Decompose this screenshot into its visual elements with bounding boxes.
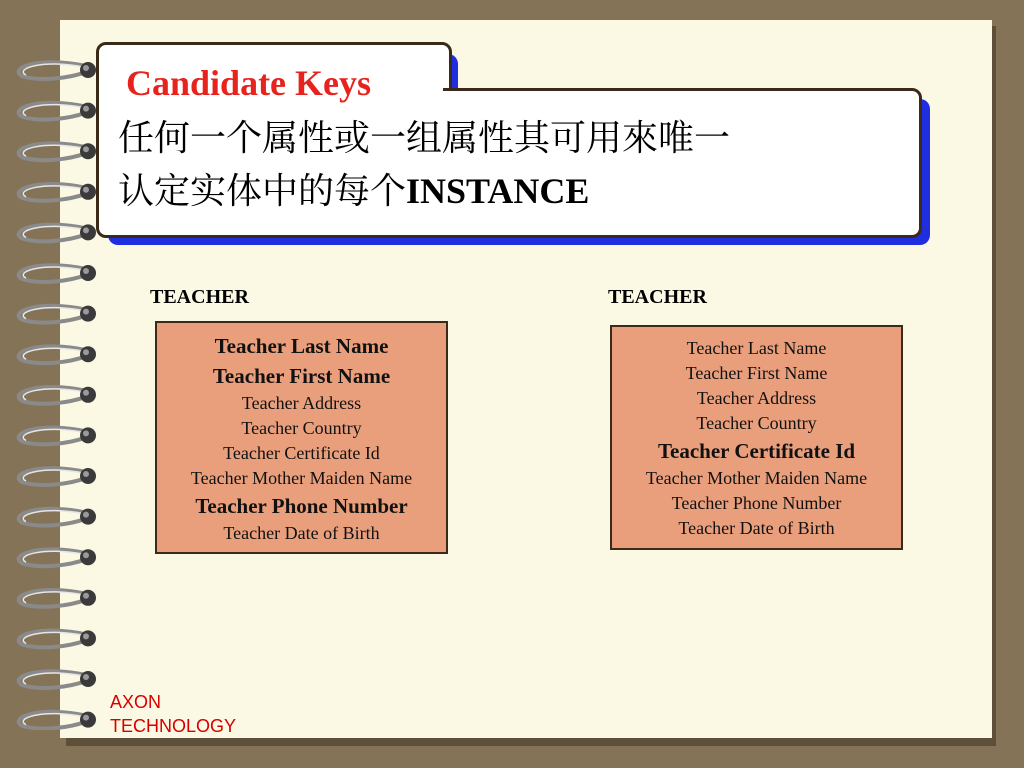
definition-text [118,112,730,218]
spiral-ring-icon [19,62,96,79]
spiral-ring-icon [19,184,96,201]
attribute: Teacher Date of Birth [223,523,380,543]
key-attribute: Teacher Last Name [214,334,389,358]
attribute-list-left [157,331,446,546]
attribute: Teacher Address [696,388,817,408]
footer-line-1: AXON [110,692,162,712]
slide-title: Candidate Keys [126,63,372,103]
definition-line-2-latin: INSTANCE [406,171,590,211]
definition-line-2-cjk: 认定实体中的每个 [118,171,407,212]
attribute: Teacher Phone Number [671,493,842,513]
spiral-ring-icon [19,306,96,323]
entity-box-left [155,321,448,554]
spiral-ring-icon [19,103,96,120]
attribute: Teacher Address [241,393,362,413]
attribute: Teacher Certificate Id [223,443,380,463]
spiral-ring-icon [19,427,96,444]
entity-label-right: TEACHER [608,286,707,308]
spiral-binding [0,30,110,730]
attribute: Teacher Last Name [686,338,827,358]
entity-label-left: TEACHER [150,286,249,308]
attribute: Teacher Date of Birth [678,518,835,538]
key-attribute: Teacher Certificate Id [657,439,856,463]
entity-box-right [610,325,903,550]
spiral-ring-icon [19,387,96,404]
attribute: Teacher Mother Maiden Name [645,468,868,488]
attribute: Teacher First Name [685,363,828,383]
attribute: Teacher Mother Maiden Name [190,468,413,488]
spiral-ring-icon [19,346,96,363]
key-attribute: Teacher First Name [212,364,391,388]
spiral-ring-icon [19,143,96,160]
key-attribute: Teacher Phone Number [195,494,408,518]
company-logo-text [110,690,236,738]
spiral-ring-icon [19,712,96,729]
definition-line-1: 任何一个属性或一组属性其可用來唯一 [118,118,731,159]
spiral-ring-icon [19,224,96,241]
spiral-ring-icon [19,630,96,647]
spiral-ring-icon [19,265,96,282]
spiral-ring-icon [19,509,96,526]
footer-line-2: TECHNOLOGY [110,716,237,736]
attribute-list-right [612,336,901,541]
spiral-ring-icon [19,549,96,566]
spiral-ring-icon [19,590,96,607]
spiral-ring-icon [19,671,96,688]
spiral-ring-icon [19,468,96,485]
attribute: Teacher Country [696,413,817,433]
attribute: Teacher Country [241,418,362,438]
